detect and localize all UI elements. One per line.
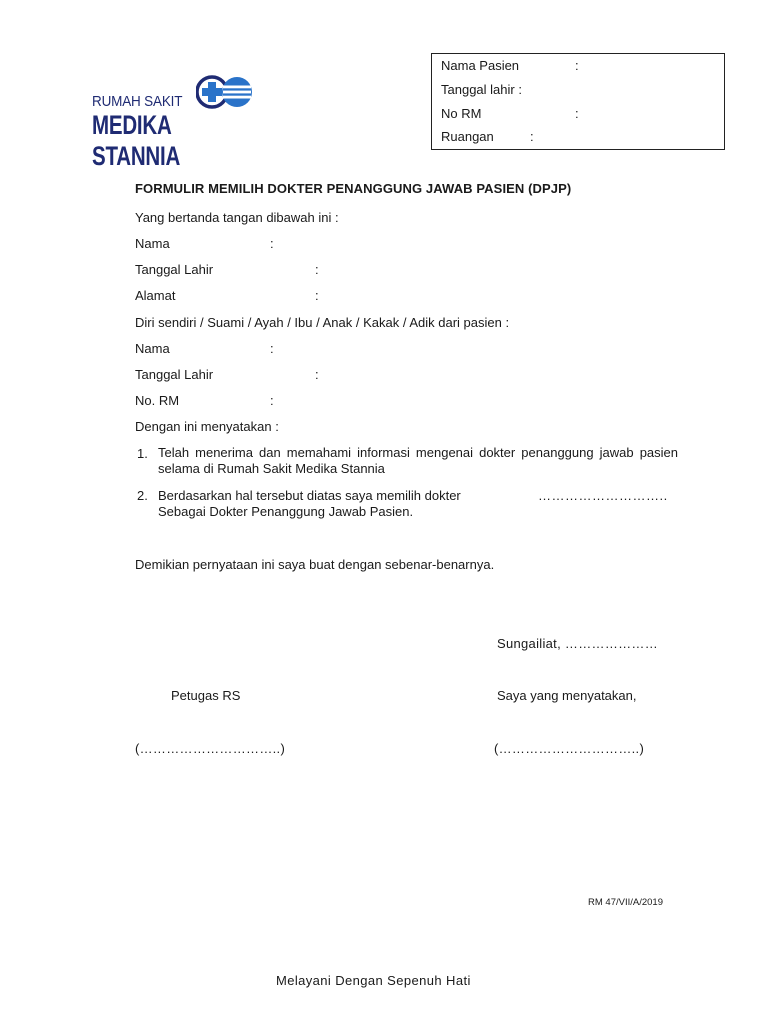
logo-line-2: MEDIKA STANNIA bbox=[92, 110, 181, 171]
signer-address-colon: : bbox=[315, 288, 319, 303]
place-date: Sungailiat, ………………… bbox=[497, 636, 659, 651]
patient-name-label: Nama Pasien bbox=[441, 58, 520, 73]
logo-line-1: RUMAH SAKIT bbox=[92, 93, 183, 110]
patient-info-box bbox=[431, 53, 725, 150]
patient-dob-field-label: Tanggal Lahir bbox=[135, 367, 214, 382]
signer-name-label: Nama bbox=[135, 236, 170, 251]
statement-2-line-2: Sebagai Dokter Penanggung Jawab Pasien. bbox=[158, 504, 414, 519]
signer-address-label: Alamat bbox=[135, 288, 176, 303]
patient-rm-field-label: No. RM bbox=[135, 393, 180, 408]
declarant-signature-blank: (…………………………..) bbox=[494, 741, 645, 756]
form-title: FORMULIR MEMILIH DOKTER PENANGGUNG JAWAB PASIEN (DPJP) bbox=[135, 181, 572, 196]
patient-name-field-colon: : bbox=[270, 341, 274, 356]
patient-dob-field-colon: : bbox=[315, 367, 319, 382]
statement-2-number: 2. bbox=[137, 488, 148, 503]
statement-intro: Dengan ini menyatakan : bbox=[135, 419, 279, 434]
patient-dob-label: Tanggal lahir : bbox=[441, 82, 522, 97]
officer-label: Petugas RS bbox=[171, 688, 241, 703]
doctor-name-blank: ……………………….. bbox=[538, 488, 668, 503]
form-code: RM 47/VII/A/2019 bbox=[588, 897, 663, 908]
statement-1-text: Telah menerima dan memahami informasi mengenai dokter penanggung jawab pasien selama di Rumah Sakit Medika Stannia bbox=[158, 445, 678, 476]
signer-dob-colon: : bbox=[315, 262, 319, 277]
declarant-label: Saya yang menyatakan, bbox=[497, 688, 637, 703]
intro-text: Yang bertanda tangan dibawah ini : bbox=[135, 210, 339, 225]
statement-1-number: 1. bbox=[137, 446, 148, 461]
patient-rm-field-colon: : bbox=[270, 393, 274, 408]
patient-name-colon: : bbox=[575, 58, 579, 73]
hospital-logo bbox=[92, 74, 257, 171]
signer-name-colon: : bbox=[270, 236, 274, 251]
closing-statement: Demikian pernyataan ini saya buat dengan sebenar-benarnya. bbox=[135, 557, 495, 572]
patient-room-label: Ruangan bbox=[441, 129, 494, 144]
patient-rm-label: No RM bbox=[441, 106, 482, 121]
patient-name-field-label: Nama bbox=[135, 341, 170, 356]
statement-2-line-1: Berdasarkan hal tersebut diatas saya memilih dokter bbox=[158, 488, 461, 503]
patient-room-colon: : bbox=[530, 129, 534, 144]
hospital-cross-icon bbox=[196, 74, 254, 110]
officer-signature-blank: (…………………………..) bbox=[135, 741, 286, 756]
signer-dob-label: Tanggal Lahir bbox=[135, 262, 214, 277]
patient-rm-colon: : bbox=[575, 106, 579, 121]
relation-text: Diri sendiri / Suami / Ayah / Ibu / Anak / Kakak / Adik dari pasien : bbox=[135, 315, 510, 330]
footer-motto: Melayani Dengan Sepenuh Hati bbox=[276, 973, 471, 988]
